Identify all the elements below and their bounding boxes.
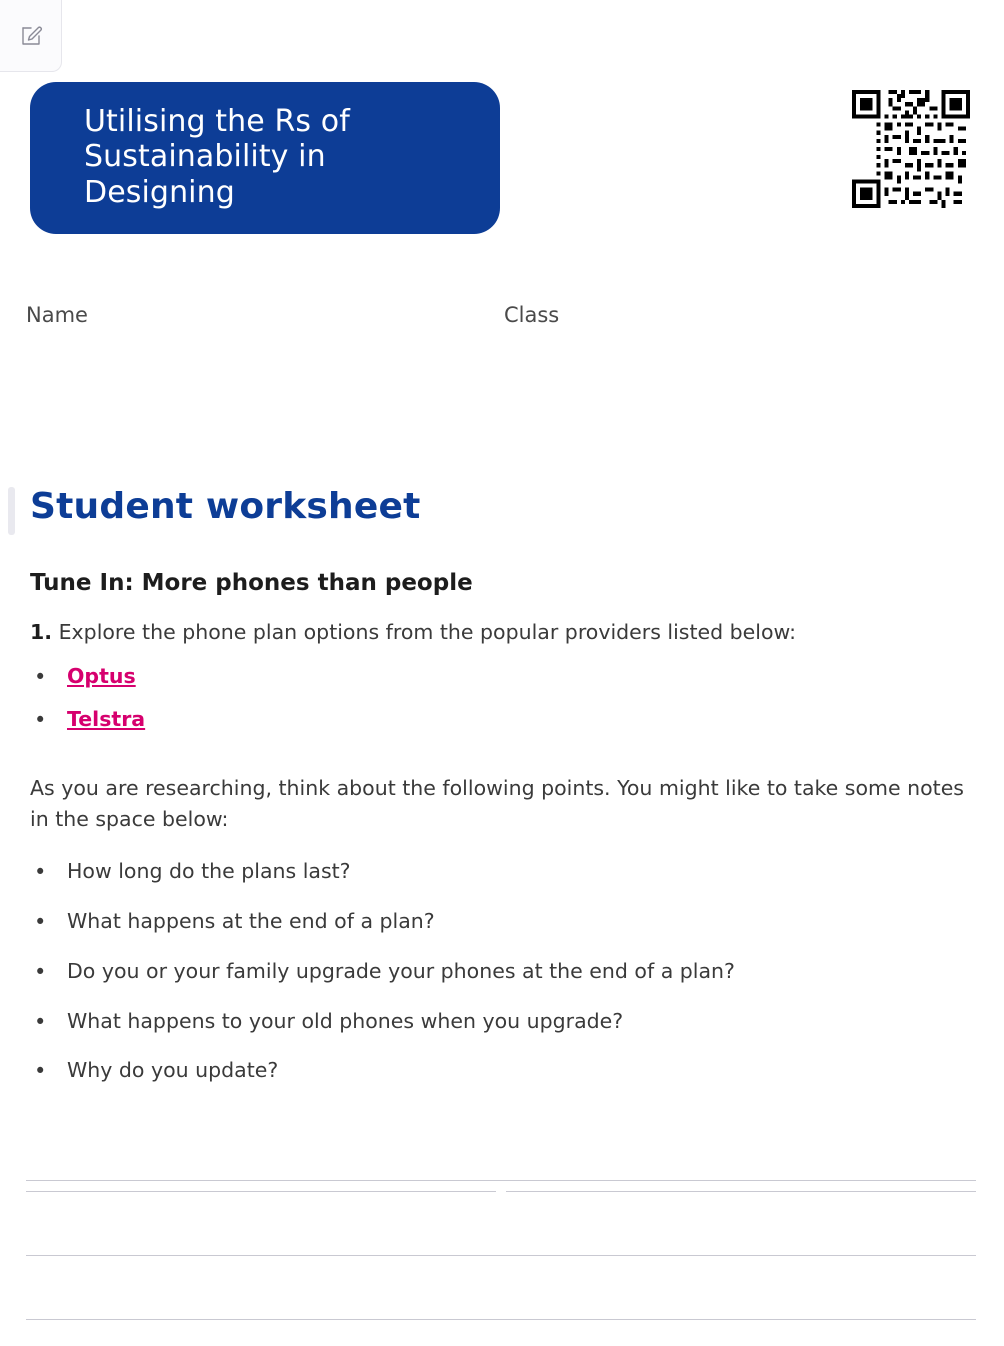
list-item xyxy=(30,662,970,692)
answer-lines xyxy=(26,1180,976,1320)
edit-document-tab[interactable] xyxy=(0,0,62,72)
question-text: Explore the phone plan options from the popular providers listed below: xyxy=(58,620,797,644)
worksheet-heading: Student worksheet xyxy=(30,486,421,527)
heading-accent-bar xyxy=(8,487,15,535)
qr-code-icon[interactable] xyxy=(852,90,970,208)
list-item: • How long do the plans last? xyxy=(30,857,970,887)
question-1 xyxy=(30,618,970,648)
instruction-text: As you are researching, think about the following points. You might like to take some notes in the space below: xyxy=(30,776,964,832)
class-label: Class xyxy=(504,303,560,327)
answer-rule xyxy=(26,1191,976,1192)
consideration-points-list xyxy=(30,857,970,1086)
answer-rule xyxy=(26,1319,976,1320)
list-item: • What happens to your old phones when you upgrade? xyxy=(30,1007,970,1037)
list-item xyxy=(30,705,970,735)
list-item: • Why do you update? xyxy=(30,1056,970,1086)
provider-link-list xyxy=(30,662,970,735)
link-optus[interactable]: Optus xyxy=(67,663,136,688)
document-title-banner xyxy=(30,82,500,234)
pencil-square-icon xyxy=(19,24,43,48)
list-item: • Do you or your family upgrade your phones at the end of a plan? xyxy=(30,957,970,987)
page-title: Utilising the Rs of Sustainability in Designing xyxy=(84,104,350,210)
link-telstra[interactable]: Telstra xyxy=(67,707,146,732)
worksheet-content xyxy=(30,570,970,1106)
name-label: Name xyxy=(26,303,88,327)
section-title: Tune In: More phones than people xyxy=(30,570,473,596)
list-item: • What happens at the end of a plan? xyxy=(30,907,970,937)
question-number: 1. xyxy=(30,620,53,644)
